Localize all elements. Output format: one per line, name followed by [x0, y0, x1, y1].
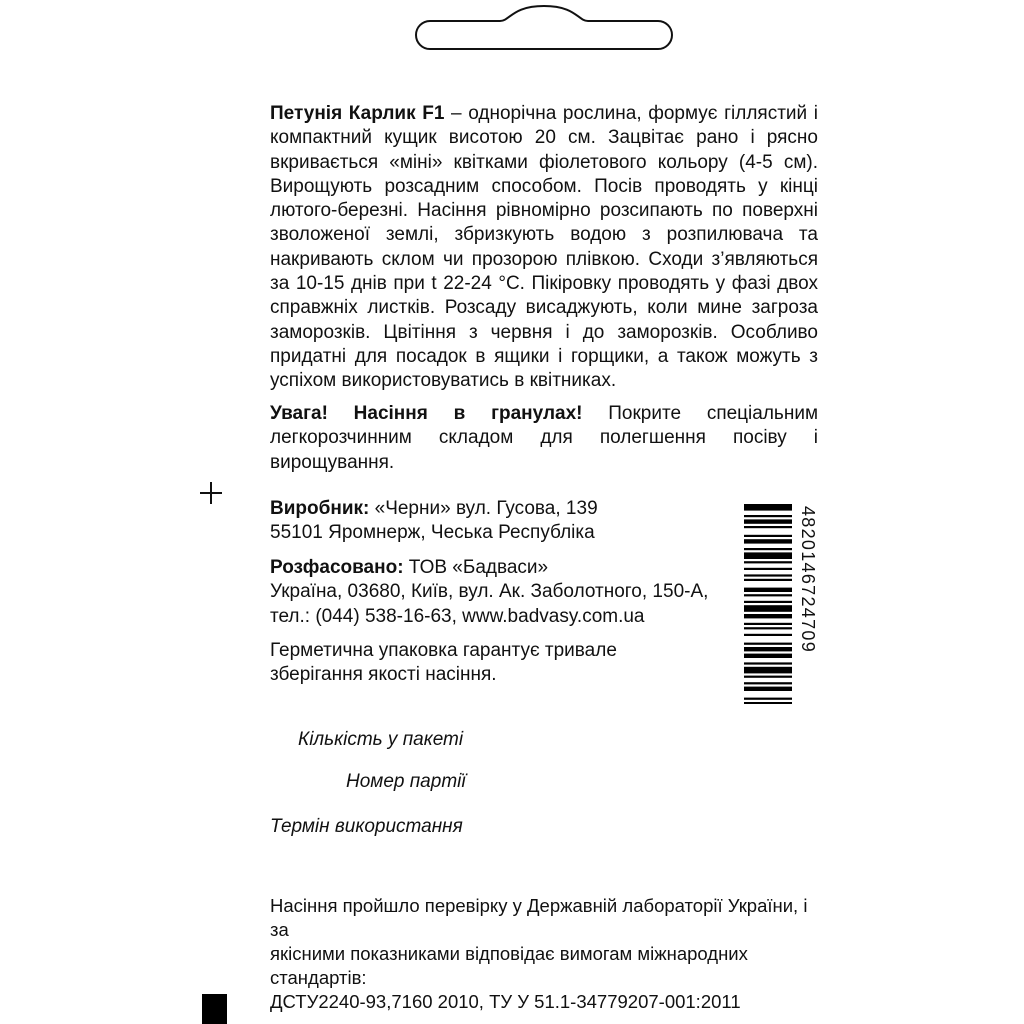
barcode-bar [744, 526, 792, 528]
barcode-bar [744, 676, 792, 678]
batch-label: Номер партії [346, 771, 466, 792]
storage-note: Герметична упаковка гарантує тривале зберігання якості насіння. [270, 640, 617, 686]
barcode-bar [744, 601, 792, 603]
barcode-bar [744, 667, 792, 674]
barcode-bar [744, 614, 792, 618]
print-mark [202, 994, 227, 1024]
barcode-bar [744, 627, 792, 629]
barcode-bar [744, 634, 792, 636]
barcode-bars [744, 504, 794, 704]
product-name: Петунія Карлик F1 [270, 103, 445, 124]
granules-warning [270, 402, 818, 475]
cert-line1: Насіння пройшло перевірку у Державній лабораторії України, і за [270, 895, 808, 940]
cert-line2: якісними показниками відповідає вимогам міжнародних стандартів: [270, 943, 748, 988]
warning-text: Покрите спеціальним легкорозчинним складом для полегшення посіву і вирощування. [270, 403, 819, 473]
barcode-bar [744, 548, 792, 550]
barcode-bar [744, 568, 792, 570]
barcode-bar [744, 647, 792, 651]
barcode-digits [796, 506, 820, 706]
barcode-bar [744, 579, 792, 581]
barcode-bar [744, 662, 792, 664]
barcode-bar [744, 594, 792, 596]
barcode-bar [744, 535, 792, 537]
packer-line1: ТОВ «Бадваси» [403, 557, 549, 578]
warning-label: Увага! Насіння в гранулах! [270, 403, 583, 424]
product-description [270, 102, 818, 394]
expiry-label: Термін використання [270, 816, 463, 837]
barcode-bar [744, 515, 792, 517]
cert-line3: ДСТУ2240-93,7160 2010, ТУ У 51.1-34779207-001:2011 [270, 991, 741, 1012]
packer-line3: тел.: (044) 538-16-63, www.badvasy.com.ua [270, 605, 645, 627]
barcode-bar [744, 561, 792, 563]
barcode-bar [744, 654, 792, 658]
barcode-bar [744, 643, 792, 645]
barcode-bar [744, 682, 792, 684]
manufacturer-line2: 55101 Яромнерж, Чеська Республіка [270, 522, 595, 544]
quantity-label: Кількість у пакеті [298, 729, 464, 750]
barcode-bar [744, 539, 792, 543]
barcode-bar [744, 605, 792, 612]
barcode-bar [744, 623, 792, 625]
barcode-bar [744, 504, 792, 511]
packer-label: Розфасовано: [270, 557, 404, 578]
manufacturer-info [270, 497, 710, 546]
certification-text [270, 894, 830, 1014]
hang-hole-outline [0, 0, 1024, 70]
barcode-bar [744, 702, 792, 704]
barcode-bar [744, 574, 792, 576]
barcode-bar [744, 698, 792, 700]
registration-mark-icon [200, 482, 222, 504]
barcode-bar [744, 552, 792, 559]
barcode-bar [744, 687, 792, 691]
description-text: – однорічна рослина, формує гіллястий і компактний кущик висотою 20 см. Зацвітає рано і рясно вкривається «міні» квітками фіолетового кольору (4-5 см). Вирощують розсадним способом. Посів проводять у кінці лютого-березні. Насіння рівномірно розсипають по поверхні зволоженої землі, збризкують водою з розпилювача та накривають склом чи прозорою плівкою. Сходи з’являються за 10-15 днів при t 22-24 °С. Пікіровку проводять у фазі двох справжніх листків. Розсаду висаджують, коли мине загроза заморозків. Цвітіння з червня і до заморозків. Особливо придатні для посадок в ящики і горщики, а також можуть з успіхом використовуватись в квітниках. [270, 103, 819, 392]
manufacturer-label: Виробник: [270, 498, 370, 519]
barcode-number: 4820146724709 [798, 506, 818, 654]
packer-info [270, 556, 730, 629]
barcode-bar [744, 519, 792, 523]
barcode-bar [744, 588, 792, 592]
manufacturer-line1: «Черни» вул. Гусова, 139 [369, 498, 598, 519]
packer-line2: Україна, 03680, Київ, вул. Ак. Заболотного, 150-А, [270, 581, 709, 603]
